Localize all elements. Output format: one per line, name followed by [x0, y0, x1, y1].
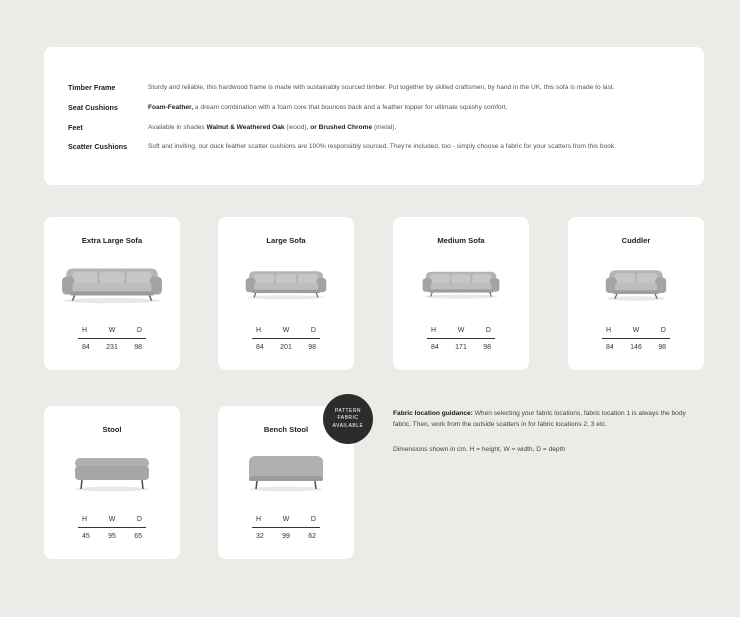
dim-header-h: H [431, 327, 437, 334]
dimensions-table [602, 327, 670, 351]
dim-value-h: 32 [256, 533, 264, 540]
dim-header-w: W [282, 516, 290, 523]
product-title: Extra Large Sofa [81, 236, 143, 245]
dim-header-w: W [108, 327, 116, 334]
spec-bold: Foam-Feather, [148, 103, 194, 111]
dim-value-d: 98 [308, 344, 316, 351]
fabric-location-guidance [393, 409, 698, 431]
spec-text [148, 105, 508, 112]
spec-text: Soft and inviting, our duck feather scatter cushions are 100% responsibly sourced. They're included, too - simply choose a fabric for your scatters from this book. [148, 142, 617, 150]
spec-text-mid: (wood), [284, 123, 311, 131]
sofa-image [393, 262, 529, 312]
dim-value-d: 98 [483, 344, 491, 351]
spec-row-feet [68, 121, 694, 135]
dim-value-w: 171 [455, 344, 467, 351]
dim-header-w: W [632, 327, 640, 334]
dims-divider [78, 527, 146, 528]
dims-divider [78, 338, 146, 339]
spec-label: Seat Cushions [68, 103, 118, 113]
dim-header-h: H [82, 327, 88, 334]
dim-value-w: 231 [106, 344, 118, 351]
dim-value-h: 84 [82, 344, 90, 351]
spec-text-pre: Available in shades [148, 123, 207, 131]
product-title: Large Sofa [266, 236, 306, 245]
product-card-medium-sofa [393, 217, 529, 370]
dimensions-table [78, 327, 146, 351]
spec-text: Sturdy and reliable, this hardwood frame is made with sustainably sourced timber. Put together by skilled craftsmen, by hand in the UK, this sofa is made to last. [148, 83, 615, 91]
spec-row-scatter-cushions [68, 140, 694, 154]
spec-label: Timber Frame [68, 83, 116, 93]
badge-line-2: FABRIC [337, 415, 359, 422]
dim-header-h: H [82, 516, 88, 523]
dim-value-d: 65 [134, 533, 142, 540]
cuddler-image [568, 262, 704, 312]
dimensions-table [252, 516, 320, 540]
dim-header-d: D [136, 516, 142, 523]
dim-value-h: 45 [82, 533, 90, 540]
dimensions-table [427, 327, 495, 351]
dimensions-table [252, 327, 320, 351]
product-title: Medium Sofa [437, 236, 485, 245]
sofa-image [218, 262, 354, 312]
dim-value-w: 99 [282, 533, 290, 540]
spec-label: Scatter Cushions [68, 142, 128, 152]
dims-divider [602, 338, 670, 339]
dim-value-h: 84 [606, 344, 614, 351]
product-card-cuddler [568, 217, 704, 370]
dim-value-d: 98 [658, 344, 666, 351]
dim-header-h: H [256, 516, 262, 523]
dim-value-h: 84 [256, 344, 264, 351]
spec-bold-metal: or Brushed Chrome [310, 123, 373, 131]
dim-header-d: D [310, 327, 316, 334]
dim-header-d: D [485, 327, 491, 334]
spec-text-post: (metal). [372, 123, 397, 131]
dim-header-d: D [660, 327, 666, 334]
spec-row-seat-cushions [68, 101, 694, 115]
sofa-image [44, 262, 180, 312]
dim-header-d: D [310, 516, 316, 523]
dim-value-w: 201 [280, 344, 292, 351]
dimensions-note: Dimensions shown in cm. H = height, W = width, D = depth [393, 446, 566, 453]
dim-header-h: H [256, 327, 262, 334]
dimensions-table [78, 516, 146, 540]
dims-divider [252, 527, 320, 528]
pattern-fabric-badge [323, 394, 373, 444]
product-card-extra-large-sofa [44, 217, 180, 370]
product-title: Stool [102, 425, 122, 434]
bench-stool-image [218, 451, 354, 501]
guidance-text: When selecting your fabric locations, fabric location 1 is always the body fabric. Then, work from the outside scatters in for fabric locations 2, 3 etc. [393, 410, 686, 428]
spec-text [148, 125, 396, 132]
spec-row-timber-frame [68, 81, 694, 95]
stool-image [44, 451, 180, 501]
dim-header-w: W [457, 327, 465, 334]
product-card-stool [44, 406, 180, 559]
product-title: Bench Stool [263, 425, 309, 434]
product-title: Cuddler [621, 236, 651, 245]
spec-text-rest: a dream combination with a foam core that bounces back and a feather topper for ultimate squishy comfort. [193, 103, 508, 111]
dim-header-w: W [282, 327, 290, 334]
specifications-panel [44, 47, 704, 185]
product-card-large-sofa [218, 217, 354, 370]
spec-bold-wood: Walnut & Weathered Oak [206, 123, 285, 131]
guidance-heading: Fabric location guidance: [393, 410, 473, 417]
dim-header-d: D [136, 327, 142, 334]
dim-header-h: H [606, 327, 612, 334]
badge-line-1: PATTERN [334, 407, 362, 414]
dim-value-h: 84 [431, 344, 439, 351]
badge-line-3: AVAILABLE [332, 422, 364, 429]
dim-value-w: 146 [630, 344, 642, 351]
dim-header-w: W [108, 516, 116, 523]
spec-label: Feet [68, 123, 83, 133]
dim-value-d: 62 [308, 533, 316, 540]
dims-divider [252, 338, 320, 339]
dim-value-w: 95 [108, 533, 116, 540]
dims-divider [427, 338, 495, 339]
dim-value-d: 98 [134, 344, 142, 351]
